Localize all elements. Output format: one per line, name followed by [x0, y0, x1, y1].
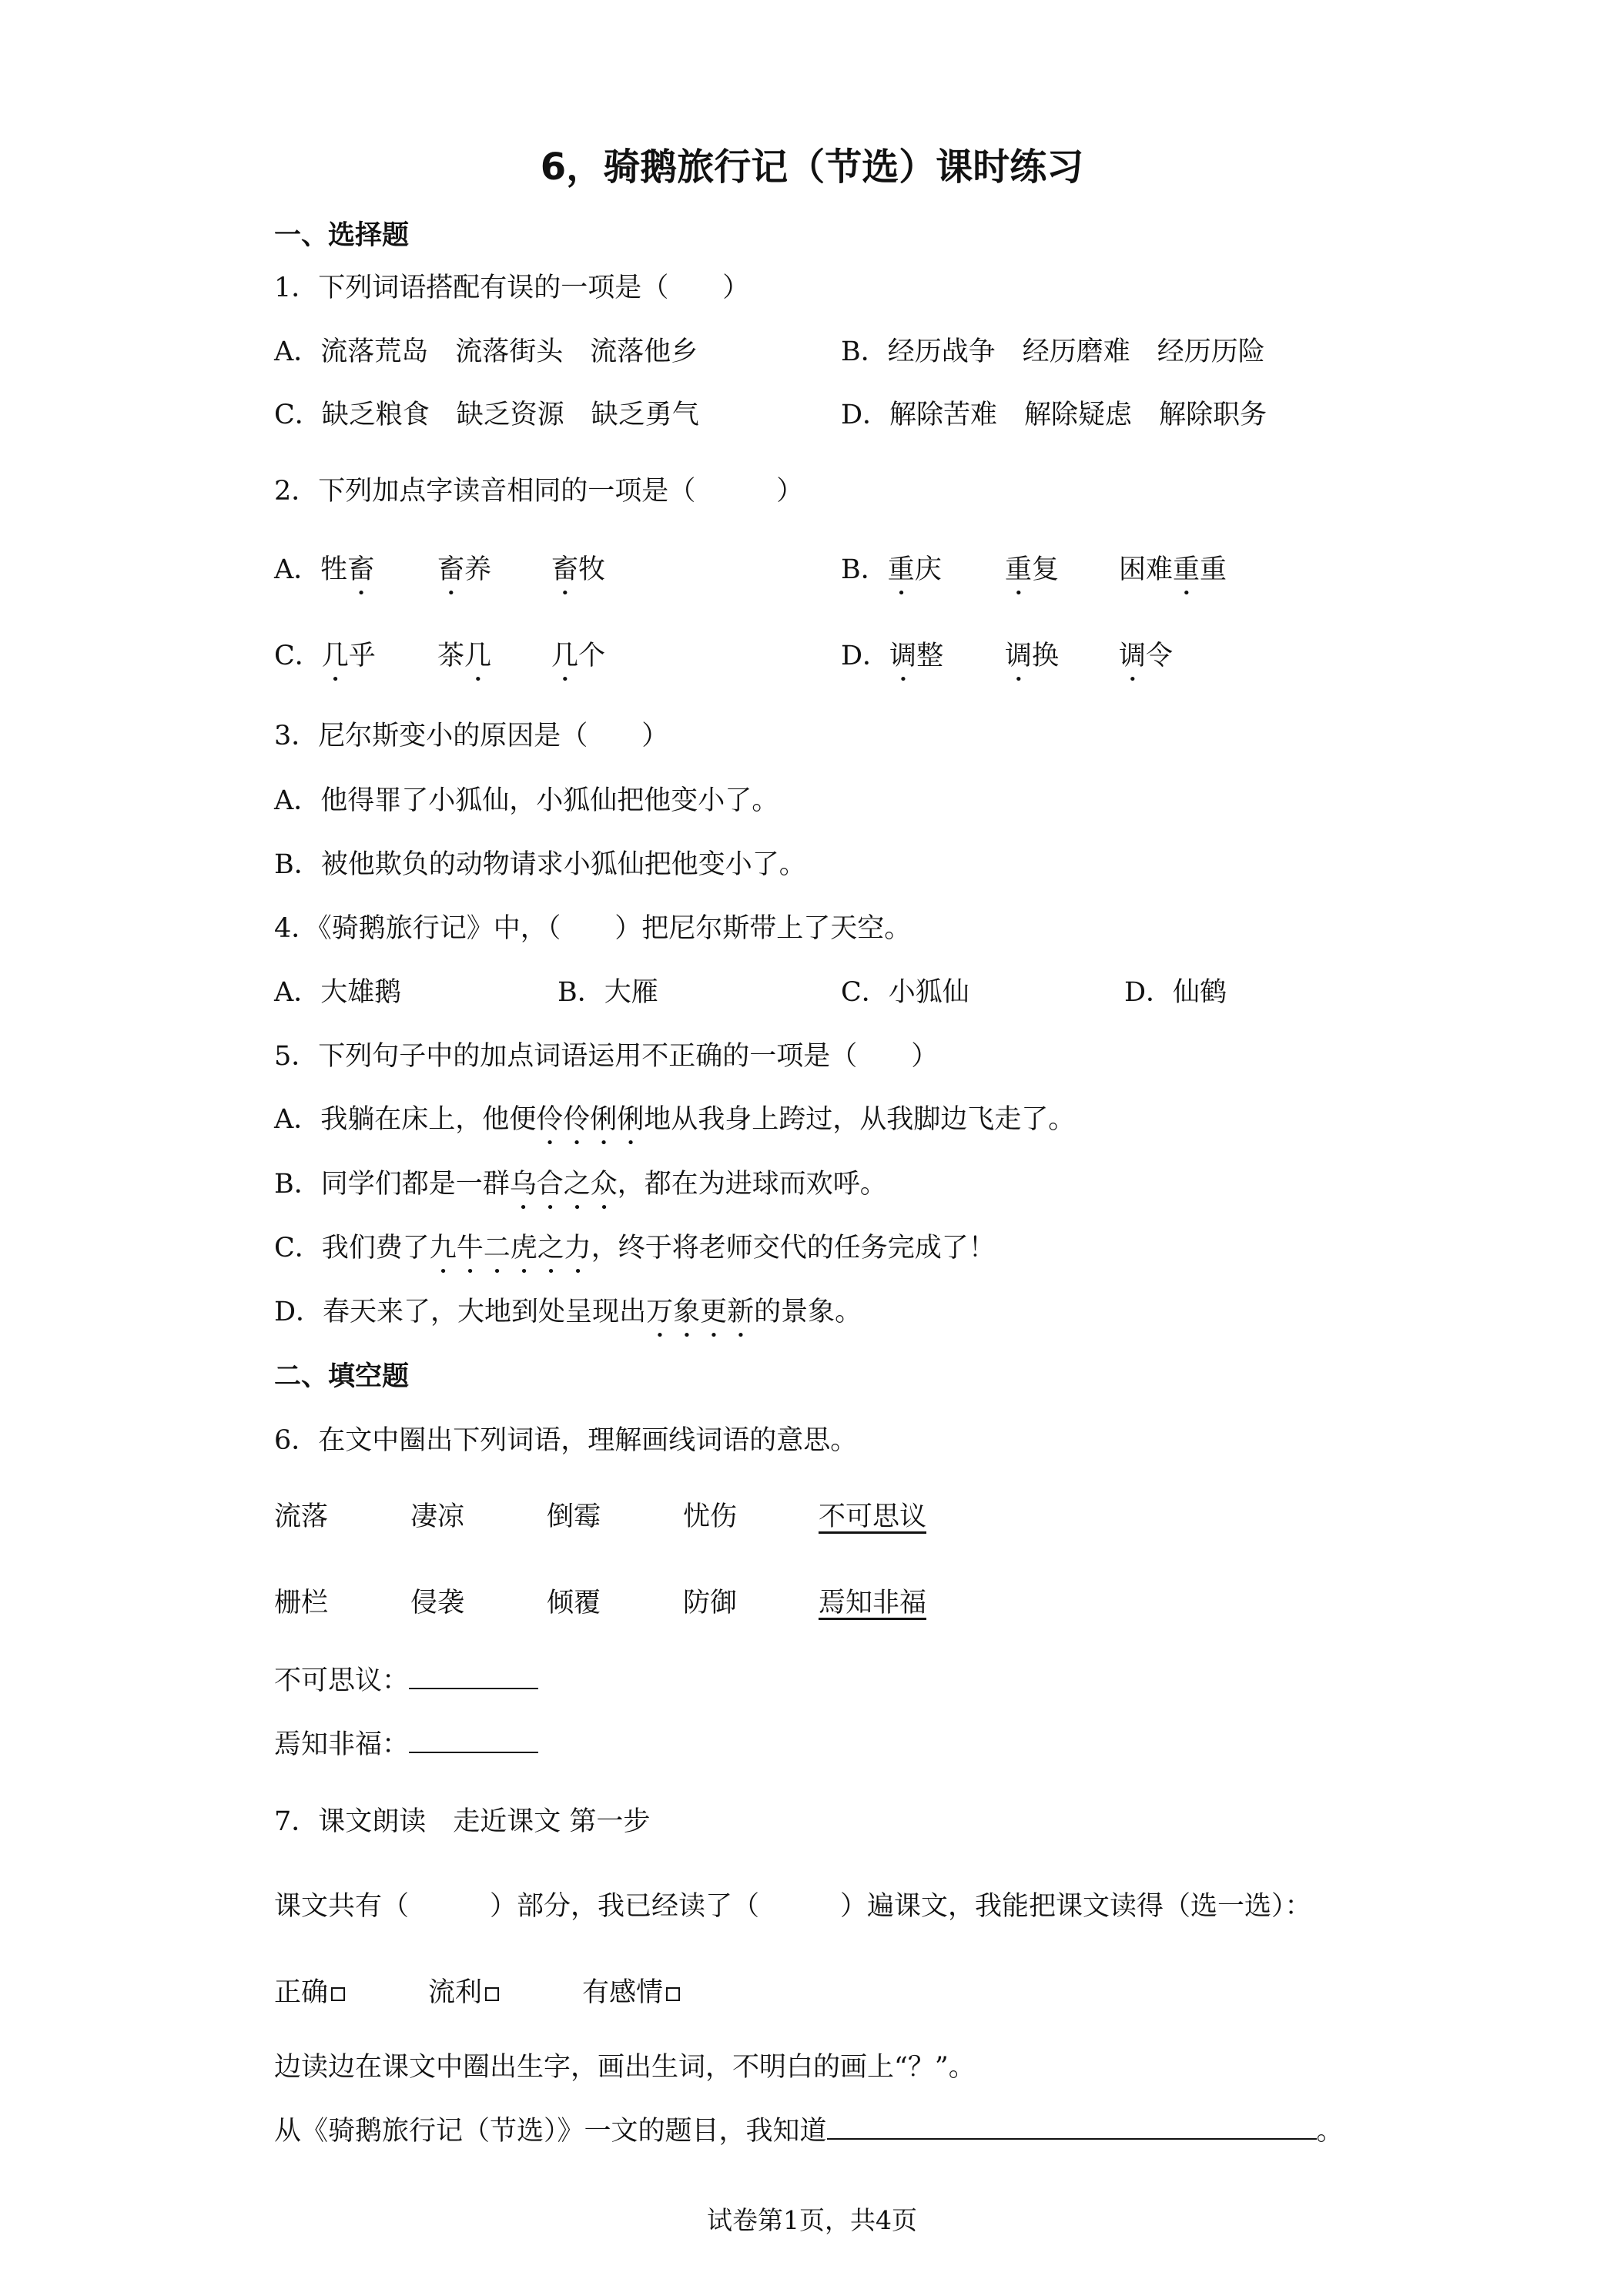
question-1-option-b: B．经历战争 经历磨难 经历历险 [841, 336, 1265, 367]
question-3-option-a: A．他得罪了小狐仙，小狐仙把他变小了。 [274, 785, 779, 816]
word-list-item: 侵袭 [410, 1588, 465, 1618]
page-title: 6，骑鹅旅行记（节选）课时练习 [540, 146, 1084, 189]
question-2-option-d-word-3: 调令 [1119, 641, 1174, 671]
question-4-option-a: A．大雄鹅 [274, 977, 402, 1008]
reading-option-correct[interactable]: 正确 [274, 1971, 345, 2010]
underlined-word: 焉知非福 [819, 1588, 927, 1618]
question-2-option-d: D．调整 [841, 641, 944, 671]
question-1-option-d: D．解除苦难 解除疑虑 解除职务 [841, 400, 1267, 430]
word-list-item: 栅栏 [274, 1588, 329, 1618]
question-2-option-b-word-2: 重复 [1005, 554, 1060, 585]
question-5-option-a: A．我躺在床上，他便伶伶俐俐地从我身上跨过，从我脚边飞走了。 [274, 1104, 1076, 1135]
question-2-option-c: C．几乎 [274, 641, 376, 671]
question-1-option-c: C．缺乏粮食 缺乏资源 缺乏勇气 [274, 400, 699, 430]
question-2-option-c-word-3: 几个 [551, 641, 606, 671]
word-list-item: 凄凉 [410, 1501, 465, 1532]
question-3-stem: 3．尼尔斯变小的原因是（ ） [274, 721, 669, 751]
question-2-stem: 2．下列加点字读音相同的一项是（ ） [274, 476, 804, 507]
checkbox-icon[interactable] [666, 1987, 680, 2001]
page-footer: 试卷第1页，共4页 [707, 2205, 917, 2235]
question-4-stem: 4．《骑鹅旅行记》中，（ ）把尼尔斯带上了天空。 [274, 913, 912, 944]
answer-blank[interactable] [409, 1729, 538, 1753]
question-1-stem: 1．下列词语搭配有误的一项是（ ） [274, 273, 750, 303]
question-2-option-a: A．牲畜 [274, 554, 375, 585]
answer-blank[interactable] [827, 2115, 1317, 2140]
question-5-option-c: C．我们费了九牛二虎之力，终于将老师交代的任务完成了！ [274, 1233, 996, 1263]
word-list-item: 防御 [683, 1588, 738, 1618]
question-5-stem: 5．下列句子中的加点词语运用不正确的一项是（ ） [274, 1041, 939, 1072]
word-list-item: 倾覆 [547, 1588, 601, 1618]
question-2-option-a-word-3: 畜牧 [551, 554, 606, 585]
question-2-option-c-word-2: 茶几 [437, 641, 492, 671]
question-7-line-3: 边读边在课文中圈出生字，画出生词，不明白的画上“？”。 [274, 2052, 976, 2083]
word-list-item: 倒霉 [547, 1501, 601, 1532]
question-1-option-a: A．流落荒岛 流落街头 流落他乡 [274, 336, 698, 367]
question-6-stem: 6．在文中圈出下列词语，理解画线词语的意思。 [274, 1425, 858, 1456]
question-4-option-b: B．大雁 [558, 977, 658, 1008]
question-7-line-1: 课文共有（ ）部分，我已经读了（ ）遍课文，我能把课文读得（选一选）： [274, 1891, 1312, 1922]
underlined-word: 不可思议 [819, 1501, 927, 1532]
section-heading-fill-in: 二、填空题 [274, 1361, 410, 1392]
answer-blank[interactable] [409, 1665, 538, 1689]
reading-option-expressive[interactable]: 有感情 [582, 1971, 680, 2010]
question-2-option-a-word-2: 畜养 [437, 554, 492, 585]
section-heading-choice: 一、选择题 [274, 220, 410, 251]
question-4-option-d: D．仙鹤 [1124, 977, 1227, 1008]
question-5-option-d: D．春天来了，大地到处呈现出万象更新的景象。 [274, 1297, 862, 1327]
checkbox-icon[interactable] [485, 1987, 499, 2001]
checkbox-icon[interactable] [331, 1987, 345, 2001]
definition-line-1: 不可思议： [274, 1659, 538, 1698]
question-7-stem: 7．课文朗读 走近课文 第一步 [274, 1806, 651, 1837]
question-2-option-b: B．重庆 [841, 554, 942, 585]
definition-line-2: 焉知非福： [274, 1723, 538, 1762]
question-2-option-d-word-2: 调换 [1005, 641, 1060, 671]
question-3-option-b: B．被他欺负的动物请求小狐仙把他变小了。 [274, 849, 806, 880]
word-list-item: 忧伤 [683, 1501, 738, 1532]
reading-option-fluent[interactable]: 流利 [428, 1971, 499, 2010]
question-2-option-b-word-3: 困难重重 [1119, 554, 1227, 585]
word-list-item: 流落 [274, 1501, 329, 1532]
question-7-line-4: 从《骑鹅旅行记（节选）》一文的题目，我知道 。 [274, 2116, 1344, 2147]
question-4-option-c: C．小狐仙 [841, 977, 969, 1008]
question-5-option-b: B．同学们都是一群乌合之众，都在为进球而欢呼。 [274, 1169, 887, 1200]
